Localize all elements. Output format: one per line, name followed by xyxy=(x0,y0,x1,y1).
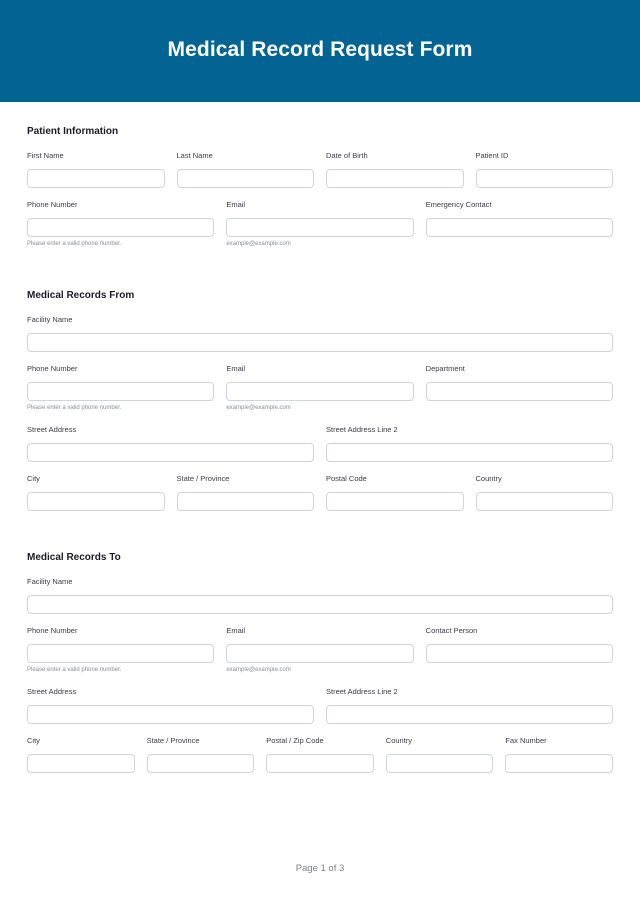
last-name-input[interactable] xyxy=(177,169,315,188)
section-patient-information xyxy=(27,125,613,249)
from-street-address-2-label: Street Address Line 2 xyxy=(326,425,398,434)
to-fax-number-label: Fax Number xyxy=(505,736,547,745)
to-email-field xyxy=(226,626,413,675)
from-department-input[interactable] xyxy=(426,382,613,401)
to-state-label: State / Province xyxy=(146,736,200,745)
to-contact-person-label: Contact Person xyxy=(425,626,478,635)
from-email-label: Email xyxy=(226,364,246,373)
from-location-row xyxy=(27,474,613,511)
to-phone-number-input[interactable] xyxy=(27,644,214,663)
date-of-birth-label: Date of Birth xyxy=(326,151,368,160)
from-email-field xyxy=(226,364,413,413)
to-phone-number-help: Please enter a valid phone number. xyxy=(27,667,122,673)
from-street-address-2-input[interactable] xyxy=(326,443,613,462)
from-facility-name-field xyxy=(27,315,613,352)
from-department-field xyxy=(426,364,613,413)
email-help: example@example.com xyxy=(226,241,291,247)
to-phone-number-field xyxy=(27,626,214,675)
section-title: Patient Information xyxy=(27,126,119,137)
to-facility-name-label: Facility Name xyxy=(27,577,73,586)
patient-name-row xyxy=(27,151,613,188)
last-name-label: Last Name xyxy=(176,151,213,160)
to-city-label: City xyxy=(27,736,40,745)
from-phone-number-label: Phone Number xyxy=(27,364,78,373)
form-body xyxy=(27,125,613,773)
from-state-label: State / Province xyxy=(176,474,230,483)
to-facility-name-field xyxy=(27,577,613,614)
to-street-address-2-input[interactable] xyxy=(326,705,613,724)
from-email-help: example@example.com xyxy=(226,405,291,411)
to-zip-code-field xyxy=(266,736,374,773)
patient-id-label: Patient ID xyxy=(475,151,509,160)
to-zip-code-label: Postal / Zip Code xyxy=(266,736,324,745)
from-street-address-input[interactable] xyxy=(27,443,314,462)
form-header xyxy=(0,0,640,102)
phone-number-label: Phone Number xyxy=(27,200,78,209)
emergency-contact-field xyxy=(426,200,613,249)
patient-id-input[interactable] xyxy=(476,169,614,188)
from-facility-name-input[interactable] xyxy=(27,333,613,352)
email-label: Email xyxy=(226,200,246,209)
to-city-input[interactable] xyxy=(27,754,135,773)
date-of-birth-input[interactable] xyxy=(326,169,464,188)
from-country-field xyxy=(476,474,614,511)
to-street-address-input[interactable] xyxy=(27,705,314,724)
to-facility-name-input[interactable] xyxy=(27,595,613,614)
to-street-address-2-label: Street Address Line 2 xyxy=(326,687,398,696)
first-name-input[interactable] xyxy=(27,169,165,188)
from-postal-code-input[interactable] xyxy=(326,492,464,511)
page-indicator: Page 1 of 3 xyxy=(295,863,345,874)
email-input[interactable] xyxy=(226,218,413,237)
to-country-label: Country xyxy=(385,736,413,745)
to-fax-number-input[interactable] xyxy=(505,754,613,773)
form-title: Medical Record Request Form xyxy=(167,38,473,61)
first-name-label: First Name xyxy=(27,151,64,160)
phone-number-field xyxy=(27,200,214,249)
email-field xyxy=(226,200,413,249)
to-country-field xyxy=(386,736,494,773)
from-city-label: City xyxy=(27,474,40,483)
first-name-field xyxy=(27,151,165,188)
from-country-input[interactable] xyxy=(476,492,614,511)
to-zip-code-input[interactable] xyxy=(266,754,374,773)
to-email-help: example@example.com xyxy=(226,667,291,673)
from-city-field xyxy=(27,474,165,511)
from-city-input[interactable] xyxy=(27,492,165,511)
from-state-input[interactable] xyxy=(177,492,315,511)
phone-number-help: Please enter a valid phone number. xyxy=(27,241,122,247)
from-facility-name-label: Facility Name xyxy=(27,315,73,324)
section-records-to xyxy=(27,551,613,773)
to-email-input[interactable] xyxy=(226,644,413,663)
to-contact-row xyxy=(27,626,613,675)
to-contact-person-field xyxy=(426,626,613,675)
from-postal-code-field xyxy=(326,474,464,511)
from-phone-number-input[interactable] xyxy=(27,382,214,401)
from-state-field xyxy=(177,474,315,511)
from-contact-row xyxy=(27,364,613,413)
to-location-row xyxy=(27,736,613,773)
section-records-from xyxy=(27,289,613,511)
to-country-input[interactable] xyxy=(386,754,494,773)
from-street-address-2-field xyxy=(326,425,613,462)
from-phone-number-field xyxy=(27,364,214,413)
emergency-contact-label: Emergency Contact xyxy=(425,200,492,209)
patient-id-field xyxy=(476,151,614,188)
to-street-address-field xyxy=(27,687,314,724)
to-street-row xyxy=(27,687,613,724)
emergency-contact-input[interactable] xyxy=(426,218,613,237)
section-title: Medical Records To xyxy=(27,552,121,563)
from-postal-code-label: Postal Code xyxy=(326,474,367,483)
from-street-address-label: Street Address xyxy=(27,425,77,434)
to-city-field xyxy=(27,736,135,773)
from-phone-number-help: Please enter a valid phone number. xyxy=(27,405,122,411)
to-phone-number-label: Phone Number xyxy=(27,626,78,635)
to-contact-person-input[interactable] xyxy=(426,644,613,663)
to-facility-row xyxy=(27,577,613,614)
from-street-address-field xyxy=(27,425,314,462)
to-fax-number-field xyxy=(505,736,613,773)
from-country-label: Country xyxy=(475,474,502,483)
patient-contact-row xyxy=(27,200,613,249)
from-department-label: Department xyxy=(425,364,465,373)
to-street-address-2-field xyxy=(326,687,613,724)
from-street-row xyxy=(27,425,613,462)
last-name-field xyxy=(177,151,315,188)
to-state-input[interactable] xyxy=(147,754,255,773)
from-email-input[interactable] xyxy=(226,382,413,401)
section-title: Medical Records From xyxy=(27,290,135,301)
from-facility-row xyxy=(27,315,613,352)
date-of-birth-field xyxy=(326,151,464,188)
phone-number-input[interactable] xyxy=(27,218,214,237)
to-email-label: Email xyxy=(226,626,246,635)
to-street-address-label: Street Address xyxy=(27,687,77,696)
to-state-field xyxy=(147,736,255,773)
